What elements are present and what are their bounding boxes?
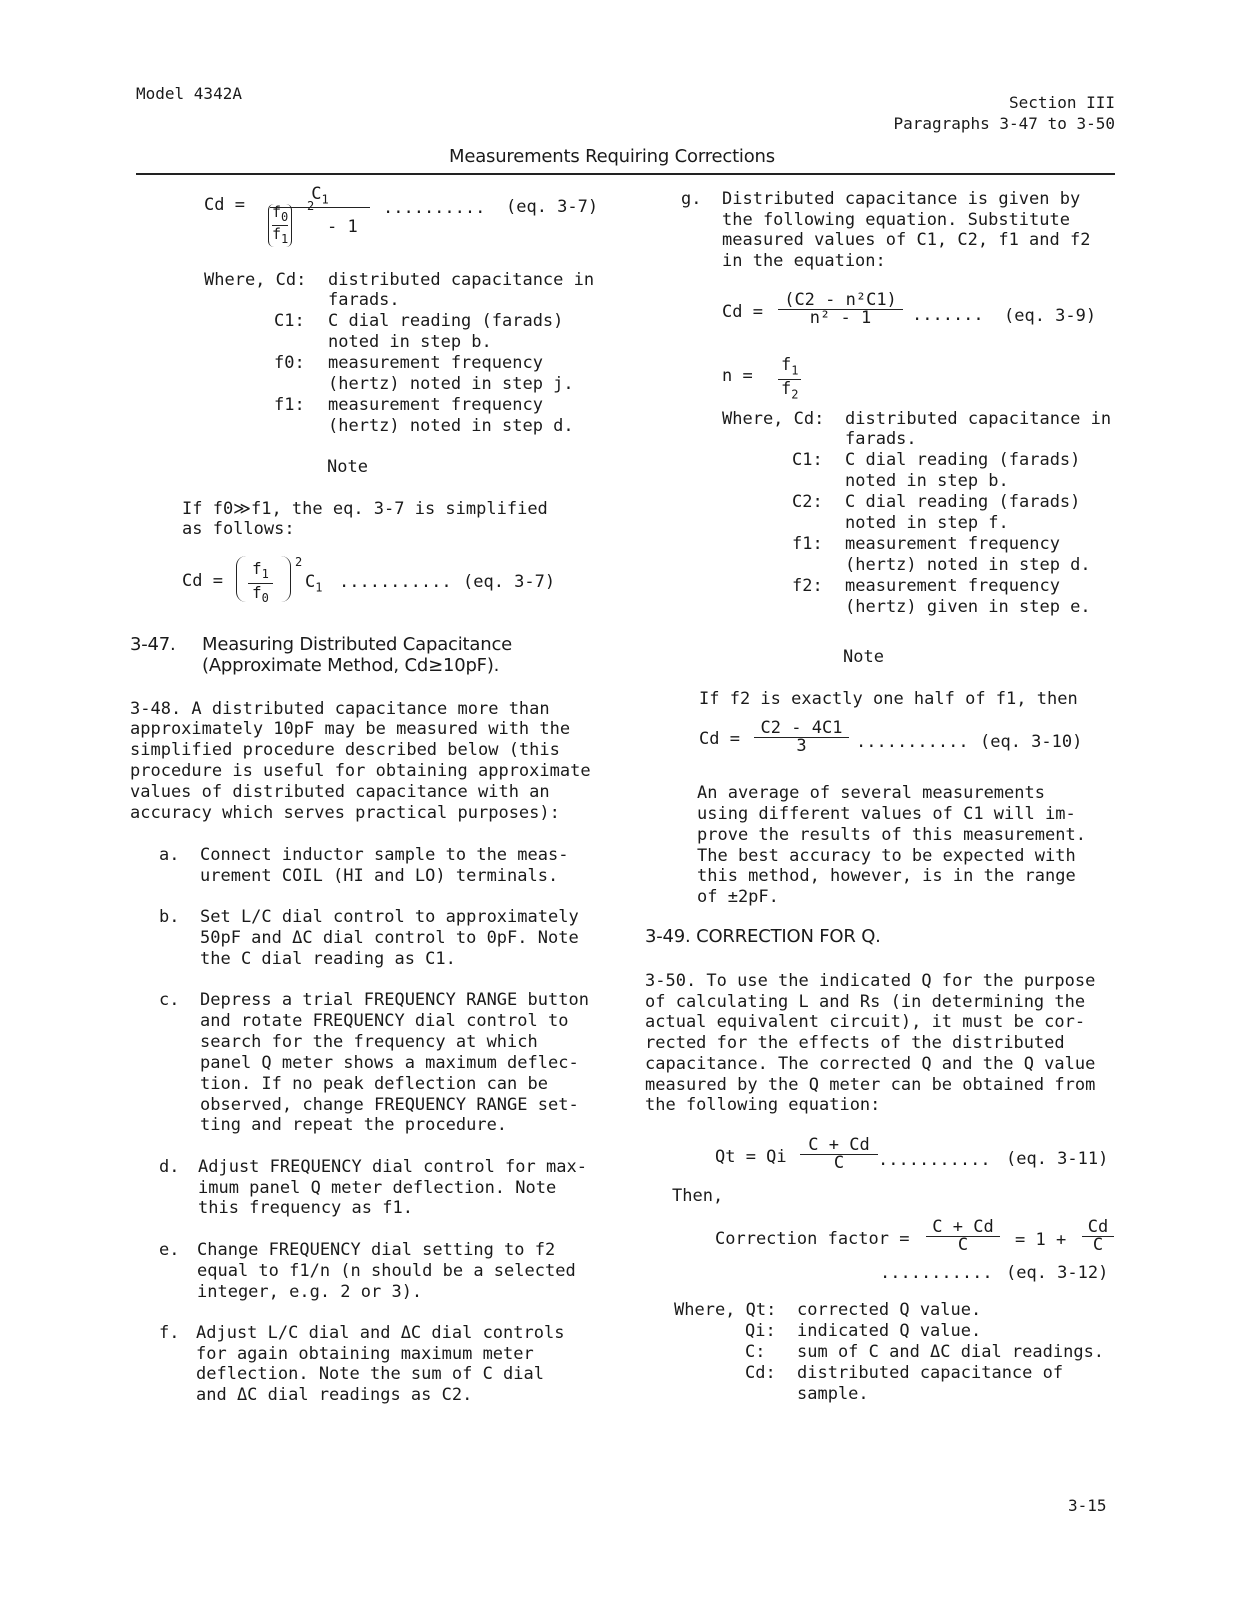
def-text: farads. [328,290,400,310]
def-symbol: f2: [792,576,823,596]
paragraph-line: procedure is useful for obtaining approximate [130,761,591,781]
eq-3-12-numerator-1: C + Cd [926,1219,1000,1237]
def-text: (hertz) noted in step d. [328,416,574,436]
def-text: distributed capacitance of [797,1363,1064,1383]
def-symbol: f1: [274,395,305,415]
note-text: as follows: [182,519,295,539]
def-symbol: Qi: [745,1321,776,1341]
eq-3-12-denominator-2: C [1092,1235,1104,1255]
step-line: Depress a trial FREQUENCY RANGE button [200,990,589,1010]
step-line: panel Q meter shows a maximum deflec- [200,1053,579,1073]
def-symbol: Where, Qt: [674,1300,777,1320]
eq-3-11-lhs: Qt = Qi [715,1147,787,1167]
def-text: measurement frequency [328,353,543,373]
paragraph-line: approximately 10pF may be measured with the [130,719,571,739]
left-paren-icon [236,556,247,602]
def-symbol: C1: [274,311,305,331]
eq-3-10-dots: ........... [856,732,969,752]
note-text: If f2 is exactly one half of f1, then [699,689,1078,709]
eq-3-12-fraction-1 [926,1219,1000,1254]
eq-3-7-dots: .......... [383,198,486,218]
paragraph-line: this method, however, is in the range [697,866,1076,886]
eq-3-7-numerator: $C_1$ [270,186,370,208]
step-line: observed, change FREQUENCY RANGE set- [200,1095,579,1115]
right-paren-icon [280,556,291,602]
eq-3-7-lhs: Cd = [204,195,245,215]
eq-3-12-tag: (eq. 3-12) [1006,1263,1109,1283]
eq-3-7b-fraction: $f_1$ $f_0$ [248,560,273,607]
def-text: measurement frequency [845,576,1060,596]
step-label: b. [159,907,180,927]
heading-3-49: 3-49. CORRECTION FOR Q. [645,926,881,947]
def-text: noted in step f. [845,513,1009,533]
paragraph-line: 3-50. To use the indicated Q for the purpose [645,971,1096,991]
step-line: for again obtaining maximum meter [196,1344,534,1364]
eq-3-7b-c1: $C_1$ [305,572,323,595]
heading-3-47-subtitle: (Approximate Method, Cd≥10pF). [202,655,500,676]
def-symbol: C2: [792,492,823,512]
paragraphs-label: Paragraphs 3-47 to 3-50 [893,114,1115,133]
step-line: in the equation: [722,251,886,271]
eq-3-7-minus-one: - 1 [327,217,358,237]
def-text: sum of C and ΔC dial readings. [797,1342,1105,1362]
step-label: e. [159,1240,180,1260]
eq-3-10-fraction [754,720,849,755]
paragraph-line: 3-48. A distributed capacitance more than [130,699,550,719]
step-line: imum panel Q meter deflection. Note [198,1178,557,1198]
def-text: distributed capacitance in [328,270,595,290]
note-text: If f0≫f1, the eq. 3-7 is simplified [182,499,548,519]
paragraph-line: the following equation: [645,1095,881,1115]
step-line: measured values of C1, C2, f1 and f2 [722,230,1091,250]
eq-3-12-dots: ........... [880,1263,993,1283]
eq-3-7b-exponent: 2 [295,555,303,569]
paragraph-line: of ±2pF. [697,887,779,907]
eq-3-10-tag: (eq. 3-10) [980,732,1083,752]
step-line: Adjust FREQUENCY dial control for max- [198,1157,587,1177]
then-label: Then, [672,1186,724,1206]
step-label: c. [159,990,180,1010]
step-line: and ΔC dial readings as C2. [196,1385,473,1405]
step-line: and rotate FREQUENCY dial control to [200,1011,569,1031]
model-label: Model 4342A [136,84,242,103]
step-line: search for the frequency at which [200,1032,538,1052]
section-label: Section III [1009,93,1115,112]
step-line: Connect inductor sample to the meas- [200,845,569,865]
where-cd-label: Where, Cd: [204,270,307,290]
def-text: (hertz) noted in step j. [328,374,574,394]
def-symbol: f0: [274,353,305,373]
def-text: noted in step b. [845,471,1009,491]
eq-3-12-numerator-2: Cd [1082,1219,1114,1237]
step-line: integer, e.g. 2 or 3). [197,1282,423,1302]
eq-n-lhs: n = [722,366,753,386]
heading-3-47-title: Measuring Distributed Capacitance [202,634,513,655]
paragraph-line: capacitance. The corrected Q and the Q value [645,1054,1096,1074]
def-text: measurement frequency [328,395,543,415]
eq-3-9-denominator: n² - 1 [809,308,872,328]
note-label: Note [843,647,884,667]
paragraph-line: rected for the effects of the distributed [645,1033,1065,1053]
def-text: C dial reading (farads) [328,311,564,331]
eq-3-11-numerator: C + Cd [800,1137,878,1155]
page-title: Measurements Requiring Corrections [449,146,775,167]
eq-n-fraction: $f_1$ $f_2$ [778,356,801,404]
paragraph-line: using different values of C1 will im- [697,804,1076,824]
eq-3-12-lhs: Correction factor = [715,1229,910,1249]
def-text: (hertz) noted in step d. [845,555,1091,575]
step-line: the C dial reading as C1. [200,949,456,969]
eq-3-7-exponent: 2 [307,199,315,213]
step-line: Adjust L/C dial and ΔC dial controls [196,1323,565,1343]
paragraph-line: of calculating L and Rs (in determining the [645,992,1086,1012]
paragraph-line: An average of several measurements [697,783,1045,803]
def-text: C dial reading (farads) [845,450,1081,470]
step-line: 50pF and ΔC dial control to 0pF. Note [200,928,579,948]
step-label: d. [159,1157,180,1177]
eq-3-10-lhs: Cd = [699,729,740,749]
def-text: indicated Q value. [797,1321,982,1341]
page-number: 3-15 [1068,1496,1107,1515]
eq-3-7-tag: (eq. 3-7) [506,197,599,217]
step-line: Distributed capacitance is given by [722,189,1081,209]
eq-3-9-tag: (eq. 3-9) [1004,306,1097,326]
def-text: C dial reading (farads) [845,492,1081,512]
heading-3-47-number: 3-47. [130,634,176,655]
header-rule [136,173,1115,175]
step-line: equal to f1/n (n should be a selected [197,1261,576,1281]
paragraph-line: prove the results of this measurement. [697,825,1086,845]
def-text: distributed capacitance in [845,409,1112,429]
eq-3-10-denominator: 3 [796,736,807,756]
eq-3-9-lhs: Cd = [722,302,763,322]
eq-3-7-ratio: $f_0$ $f_1$ [268,204,292,247]
paragraph-line: actual equivalent circuit), it must be cor- [645,1012,1086,1032]
eq-3-7b-lhs: Cd = [182,571,223,591]
def-text: farads. [845,429,917,449]
def-text: sample. [797,1384,869,1404]
eq-3-9-fraction [778,292,903,327]
paragraph-line: The best accuracy to be expected with [697,846,1076,866]
step-label: f. [159,1323,180,1343]
eq-3-11-denominator: C [833,1153,845,1173]
def-symbol: C1: [792,450,823,470]
where-cd-label: Where, Cd: [722,409,825,429]
def-symbol: C: [745,1342,766,1362]
def-text: measurement frequency [845,534,1060,554]
step-line: this frequency as f1. [198,1198,413,1218]
step-line: Change FREQUENCY dial setting to f2 [197,1240,556,1260]
paragraph-line: measured by the Q meter can be obtained from [645,1075,1096,1095]
step-line: the following equation. Substitute [722,210,1070,230]
eq-3-9-dots: ....... [912,305,984,325]
step-line: Set L/C dial control to approximately [200,907,579,927]
def-text: (hertz) given in step e. [845,597,1091,617]
paragraph-line: accuracy which serves practical purposes): [130,803,560,823]
eq-3-10-numerator: C2 - 4C1 [754,720,849,738]
def-text: noted in step b. [328,332,492,352]
eq-3-11-fraction [800,1137,878,1172]
step-line: deflection. Note the sum of C dial [196,1364,544,1384]
eq-3-9-numerator: (C2 - n²C1) [778,292,903,310]
eq-3-7b-dots: ........... [339,572,452,592]
paragraph-line: values of distributed capacitance with an [130,782,550,802]
step-label: g. [681,189,702,209]
eq-3-11-tag: (eq. 3-11) [1006,1149,1109,1169]
eq-3-12-denominator-1: C [957,1235,969,1255]
def-text: corrected Q value. [797,1300,982,1320]
note-label: Note [327,457,368,477]
step-label: a. [159,845,180,865]
eq-3-7b-tag: (eq. 3-7) [463,572,556,592]
step-line: tion. If no peak deflection can be [200,1074,548,1094]
step-line: ting and repeat the procedure. [200,1115,508,1135]
step-line: urement COIL (HI and LO) terminals. [200,866,559,886]
paragraph-line: simplified procedure described below (this [130,740,560,760]
eq-3-11-dots: ........... [878,1150,991,1170]
def-symbol: Cd: [745,1363,776,1383]
eq-3-12-equals-one-plus: = 1 + [1015,1230,1067,1250]
eq-3-12-fraction-2 [1082,1219,1114,1254]
def-symbol: f1: [792,534,823,554]
